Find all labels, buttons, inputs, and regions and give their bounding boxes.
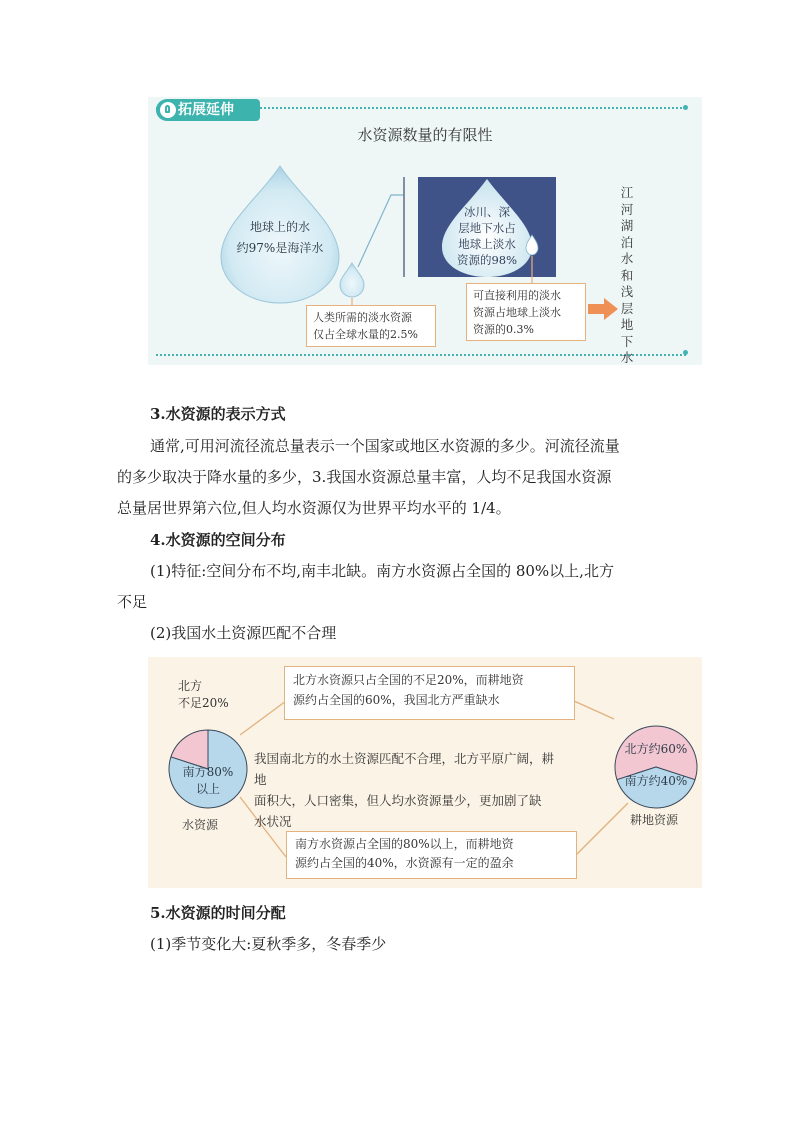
connector-line [358,195,404,267]
small-water-drop [340,263,364,297]
farmland-pie [615,726,697,808]
figure-water-land-match [148,657,702,888]
mismatch-text: 我国南北方的水土资源匹配不合理，北方平原广阔，耕地 面积大，人口密集，但人均水资源量少，更加剧了缺 水状况 [254,751,555,829]
section4-heading: 4.水资源的空间分布 [150,531,286,549]
right-pie-south-label: 南方约40% [624,774,688,788]
section3-line: 总量居世界第六位,但人均水资源仅为世界平均水平的 1/4。 [117,499,511,517]
section4-item2: (2)我国水土资源匹配不合理 [150,624,337,642]
figure-water-quantity [148,97,702,365]
farmland-caption: 耕地资源 [630,813,679,827]
section3-line: 的多少取决于降水量的多少，3.我国水资源总量丰富，人均不足我国水资源 [117,468,612,486]
water-resource-caption: 水资源 [182,818,219,832]
badge-label: 拓展延伸 [178,102,234,118]
south-info-box: 南方水资源占全国的80%以上，而耕地资 源约占全国的40%，水资源有一定的盈余 [286,831,577,879]
right-pie-north-label: 北方约60% [624,742,688,756]
glacier-text: 冰川、深 层地下水占 地球上淡水 资源的98% [456,205,518,267]
figure-title: 水资源数量的有限性 [357,126,493,144]
vertical-label: 江河湖泊水和浅层地下水 [620,185,634,365]
section5-heading: 5.水资源的时间分配 [150,904,286,922]
big-drop-text: 地球上的水 约97%是海洋水 [236,220,324,255]
section4-item1-cont: 不足 [117,593,148,611]
north-info-box: 北方水资源只占全国的不足20%，而耕地资 源约占全国的60%，我国北方严重缺水 [284,666,575,720]
section4-item1: (1)特征:空间分布不均,南丰北缺。南方水资源占全国的 80%以上,北方 [150,562,614,580]
left-pie-south-label: 南方80% 以上 [182,765,234,796]
section5-item1: (1)季节变化大:夏秋季多，冬春季少 [150,935,387,953]
left-pie-north-label: 北方 不足20% [178,679,229,710]
section3-heading: 3.水资源的表示方式 [150,405,286,423]
human-freshwater-callout: 人类所需的淡水资源 仅占全球水量的2.5% [306,305,436,347]
section3-line: 通常,可用河流径流总量表示一个国家或地区水资源的多少。河流径流量 [150,437,620,455]
arrow-right [588,298,618,320]
usable-freshwater-callout: 可直接利用的淡水 资源占地球上淡水 资源的0.3% [466,283,586,341]
